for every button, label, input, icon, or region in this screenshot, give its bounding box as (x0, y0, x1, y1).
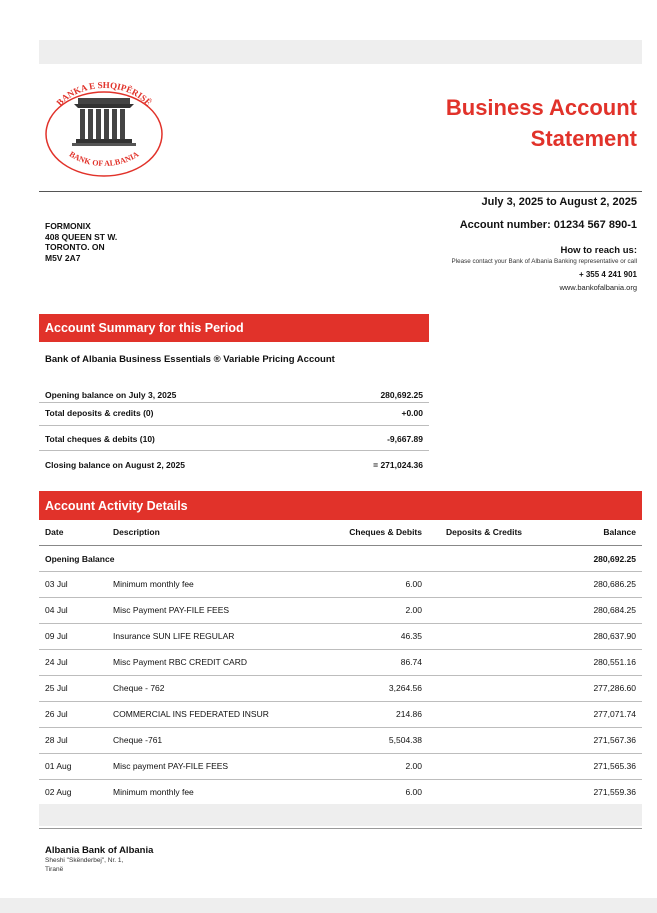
row-balance: 277,286.60 (593, 683, 636, 693)
opening-value: 280,692.25 (593, 554, 636, 564)
summary-label: Total cheques & debits (10) (45, 434, 155, 444)
row-description: Cheque - 762 (113, 683, 165, 693)
row-description: Misc payment PAY-FILE FEES (113, 761, 229, 771)
bottom-band (0, 898, 657, 913)
row-description: Misc Payment RBC CREDIT CARD (113, 657, 247, 667)
table-row (39, 624, 642, 649)
table-row (39, 728, 642, 753)
row-balance: 271,567.36 (593, 735, 636, 745)
row-balance: 280,637.90 (593, 631, 636, 641)
table-row (39, 650, 642, 675)
table-row (39, 754, 642, 779)
title-line-1: Business Account (445, 95, 637, 120)
customer-address (45, 221, 117, 263)
table-header-divider (39, 545, 642, 546)
footer-address-line: Tiranë (45, 865, 64, 873)
row-date: 28 Jul (45, 735, 68, 745)
column-balance: Balance (603, 527, 636, 537)
footer-address-line: Sheshi "Skënderbej", Nr. 1, (45, 857, 124, 864)
row-debit: 2.00 (405, 605, 422, 615)
summary-divider (39, 402, 429, 403)
customer-postal: M5V 2A7 (45, 252, 81, 263)
footer-bank-name: Albania Bank of Albania (45, 845, 154, 856)
row-balance: 280,551.16 (593, 657, 636, 667)
customer-city: TORONTO. ON (45, 242, 105, 252)
table-row (39, 598, 642, 623)
header-divider (39, 191, 642, 192)
row-date: 01 Aug (45, 761, 72, 771)
row-date: 25 Jul (45, 683, 68, 693)
document-title (377, 92, 637, 154)
table-row (39, 702, 642, 727)
summary-row (39, 408, 429, 418)
footer-address (45, 857, 123, 874)
table-footer-band (39, 804, 642, 826)
summary-label: Opening balance on July 3, 2025 (45, 390, 177, 400)
row-date: 24 Jul (45, 657, 68, 667)
summary-row (39, 460, 429, 470)
row-balance: 280,686.25 (593, 579, 636, 589)
summary-heading: Account Summary for this Period (39, 314, 429, 342)
row-description: Misc Payment PAY-FILE FEES (113, 605, 230, 615)
summary-row (39, 434, 429, 444)
activity-heading: Account Activity Details (39, 491, 642, 520)
contact-phone: + 355 4 241 901 (578, 270, 637, 279)
bank-logo (38, 78, 170, 178)
table-row (39, 572, 642, 597)
row-date: 09 Jul (45, 631, 68, 641)
contact-title: How to reach us: (560, 245, 637, 256)
row-balance: 277,071.74 (593, 709, 636, 719)
row-balance: 271,559.36 (593, 787, 636, 797)
table-row (39, 780, 642, 805)
title-line-2: Statement (530, 126, 637, 151)
column-date: Date (45, 527, 64, 537)
opening-label: Opening Balance (45, 554, 115, 564)
row-debit: 6.00 (405, 579, 422, 589)
summary-divider (39, 450, 429, 451)
statement-period: July 3, 2025 to August 2, 2025 (481, 196, 637, 208)
top-band (39, 40, 642, 64)
row-debit: 5,504.38 (388, 735, 422, 745)
contact-website[interactable]: www.bankofalbania.org (559, 283, 637, 292)
row-date: 02 Aug (45, 787, 72, 797)
summary-label: Total deposits & credits (0) (45, 408, 154, 418)
column-debits: Cheques & Debits (349, 527, 422, 537)
row-debit: 214.86 (396, 709, 422, 719)
row-debit: 6.00 (405, 787, 422, 797)
row-debit: 2.00 (405, 761, 422, 771)
customer-street: 408 QUEEN ST W. (45, 231, 118, 242)
opening-balance-row (39, 547, 642, 572)
row-balance: 280,684.25 (593, 605, 636, 615)
row-description: Minimum monthly fee (113, 787, 194, 797)
summary-divider (39, 425, 429, 426)
bank-building-icon (38, 78, 170, 178)
summary-value: -9,667.89 (387, 434, 423, 444)
row-description: COMMERCIAL INS FEDERATED INSUR (113, 709, 269, 719)
row-date: 03 Jul (45, 579, 68, 589)
summary-value: +0.00 (401, 408, 423, 418)
column-credits: Deposits & Credits (445, 527, 522, 537)
activity-table-header (39, 527, 642, 541)
row-debit: 3,264.56 (388, 683, 422, 693)
summary-row (39, 390, 429, 400)
column-description: Description (113, 527, 160, 537)
summary-value: 280,692.25 (380, 390, 423, 400)
summary-value: = 271,024.36 (373, 460, 423, 470)
svg-text:BANK OF ALBANIA: BANK OF ALBANIA (67, 149, 141, 168)
footer-divider (39, 828, 642, 829)
account-product: Bank of Albania Business Essentials ® Variable Pricing Account (45, 354, 335, 365)
row-description: Cheque -761 (113, 735, 163, 745)
row-debit: 46.35 (400, 631, 422, 641)
table-row (39, 676, 642, 701)
row-balance: 271,565.36 (593, 761, 636, 771)
contact-note: Please contact your Bank of Albania Banking representative or call (451, 258, 637, 265)
svg-text:BANKA E SHQIPËRISË: BANKA E SHQIPËRISË (54, 79, 154, 108)
row-date: 04 Jul (45, 605, 68, 615)
row-description: Insurance SUN LIFE REGULAR (113, 631, 235, 641)
customer-name: FORMONIX (45, 221, 91, 231)
row-date: 26 Jul (45, 709, 68, 719)
row-description: Minimum monthly fee (113, 579, 194, 589)
account-number: Account number: 01234 567 890-1 (459, 219, 637, 231)
row-debit: 86.74 (400, 657, 422, 667)
summary-label: Closing balance on August 2, 2025 (45, 460, 185, 470)
